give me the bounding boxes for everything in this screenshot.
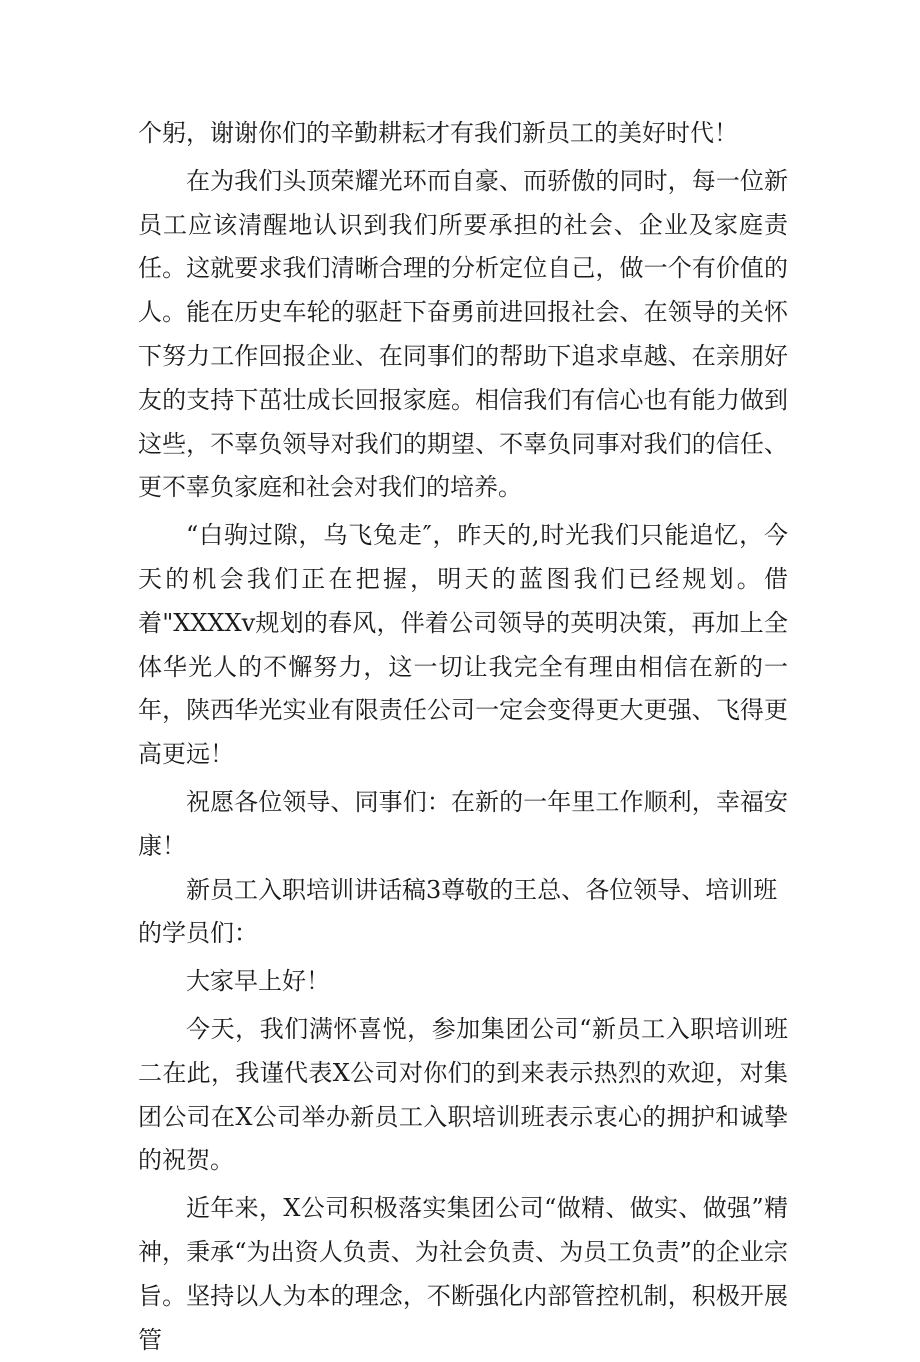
paragraph-future-outlook: “白驹过隙，乌飞兔走″，昨天的,时光我们只能追忆，今天的机会我们正在把握，明天的蓝图我们已经规划。借着"XXXXv规划的春风，伴着公司领导的英明决策，再加上全体华光人的不懈努力，这一切让我完全有理由相信在新的一年，陕西华光实业有限责任公司一定会变得更大更强、飞得更高更远！ — [138, 521, 788, 769]
paragraph-speech-heading: 新员工入职培训讲话稿3尊敬的王总、各位领导、培训班的学员们： — [138, 875, 778, 948]
paragraph-responsibility: 在为我们头顶荣耀光环而自豪、而骄傲的同时，每一位新员工应该清醒地认识到我们所要承担的社会、企业及家庭责任。这就要求我们清晰合理的分析定位自己，做一个有价值的人。能在历史车轮的驱赶下奋勇前进回报社会、在领导的关怀下努力工作回报企业、在同事们的帮助下追求卓越、在亲朋好友的支持下茁壮成长回报家庭。相信我们有信心也有能力做到这些，不辜负领导对我们的期望、不辜负同事对我们的信任、更不辜负家庭和社会对我们的培养。 — [138, 166, 788, 502]
paragraph-greeting: 大家早上好！ — [186, 967, 330, 996]
paragraph-company-intro: 近年来，X公司积极落实集团公司“做精、做实、做强”精神，秉承“为出资人负责、为社会负责、为员工负责”的企业宗旨。坚持以人为本的理念，不断强化内部管控机制，积极开展管 — [138, 1194, 788, 1354]
document-body — [138, 112, 788, 1362]
paragraph-wishes: 祝愿各位领导、同事们：在新的一年里工作顺利，幸福安康！ — [138, 787, 788, 860]
paragraph-closing-thanks: 个躬，谢谢你们的辛勤耕耘才有我们新员工的美好时代！ — [138, 119, 738, 147]
paragraph-welcome: 今天，我们满怀喜悦，参加集团公司“新员工入职培训班二在此，我谨代表X公司对你们的到来表示热烈的欢迎，对集团公司在X公司举办新员工入职培训班表示衷心的拥护和诚挚的祝贺。 — [138, 1014, 788, 1175]
